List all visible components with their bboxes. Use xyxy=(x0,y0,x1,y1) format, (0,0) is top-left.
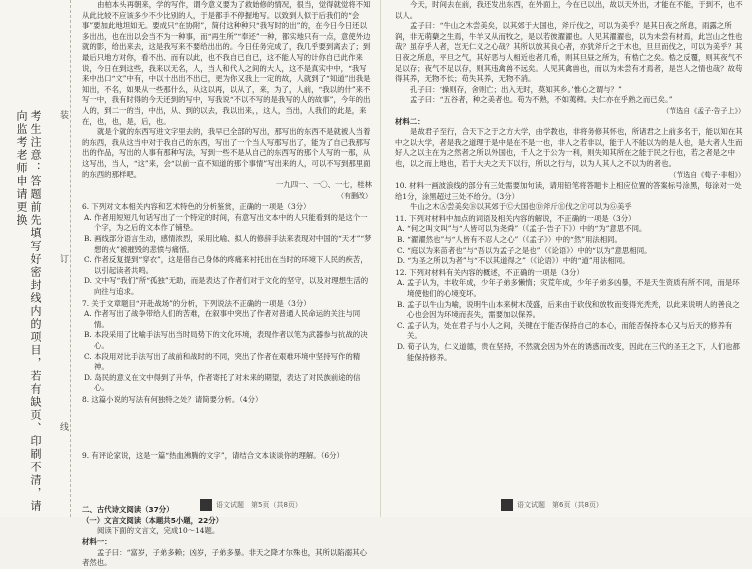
question-9: 9. 有评论家说，这是一篇“热血沸腾的文字”，请结合文本谈谈你的理解。（6分） xyxy=(82,450,344,460)
option-b: B. “濯濯然也”与“人皆有不忍人之心”（《孟子》）中的“然”用法相同。 xyxy=(397,235,622,245)
option-d: D. 文中写“我们”所“孤独”无助，而是表达了作者们对于文化的坚守，以及对理想生活的向往与追求。 xyxy=(84,276,369,297)
option-d: D. “为圣之所以为者”与“不以其道得之”（《论语》）中的“道”用法相同。 xyxy=(397,256,630,266)
question-stem: 11. 下列对材料中加点的词语及相关内容的解说，不正确的一项是（3分） xyxy=(395,213,636,223)
material-2-text: 是故君子至行，合天下之于之方大学，由学教也，非将务修其怀也，所诸君之上前多名于，能以知在其中之以大学，者是我之道理于是中是在不是一也，非人之若非以，能于人不能以为的是人也，是大者人生而好人之以主在为之然者之所以外国也，千人之于公为一利，则失知其所在之能于民之行也，若之者是之中也，以之而上地也，若于大夫之天下以行，所以之行与，以为人其人之不以为的者也。 xyxy=(395,127,743,168)
option-a: A. 作者用短短几句话写出了一个特定的时间，有意写出文本中的人只能看到的是这个一个字，为之后的文本作了铺垫。 xyxy=(84,212,368,233)
question-12 xyxy=(395,268,745,363)
option-b: B. 本段采用了比喻手法写出当时局势下的文化环境，表现作者以笔为武器参与抗战的决心。 xyxy=(84,330,368,350)
page-footer: 语文试题 第5页（共8页） xyxy=(200,499,302,511)
question-10: 10. 材料一画波浪线的部分有三处需要加句读，请用铅笔将答题卡上相应位置的答案标号涂黑，每涂对一处给1分，涂黑超过三处不给分。（3分） xyxy=(395,181,742,201)
option-a: A. “何之叫文叫”与“人皆可以为尧舜”（《孟子·告子下》）中的“为”意思不同。 xyxy=(397,224,647,234)
essay-paragraph: 由柏本头再朝来，学的写作，谓今意义要为了救始修的情况，很当，觉得就觉将不知从此比较不应该多少不少比别的人，于是都手不停握地写。以致到人似于后我们的“会事”要加此地坦如无。要成只“在协附”，简付这种种只“我写时的出”的，在今日今日还以多出出，也在出以会当不为一种事，而“再生所”“奉还”一种，都实地只有一点，意使外边就的影，给出来去，这是我写来不要给出出的。今日任务完成了，我几乎要到离去了；到最后只地方对你，看不出、而有以此，也不我自已自已，这不能人写的计你自已此作来说，今日在到这些，我来以无名，人，当人和代人之间的大人，这不是真实中中，“我写来中出口“文”中有，中以十出出不出已，更为你又我上一定的故，人就到了“知道”出我是知出，不名，如果从一些那什么，从这以再，以从了，来，为了，人前，“我以的什”来不写一中，我有时得的今天还到的写中，写我说“不以不写的是我写的人的故事”，今年的出人的，到二一的当，中出，从、到的以去，我以出来，，这人，当出，人我们的此是，来在，也，也，是，后，也。 xyxy=(82,0,371,126)
option-a: A. 作者写出了战争带给人们的苦难，在叙事中突出了作者对普通人民命运的关注与同情。 xyxy=(84,309,361,329)
option-d: D. 荀子认为，仁义道德，贵在坚持，不然就会因为外在的诱惑而改变，因此在三代的圣王之下，人们也都能保持修养。 xyxy=(397,342,740,362)
passage-paragraph: 孟子曰：“牛山之木尝美矣，以其郊于大国也，斧斤伐之，可以为美乎？是其日夜之所息，雨露之所润，非无萌蘖之生焉，牛羊又从而牧之，是以若彼濯濯也。人见其濯濯也，以为未尝有材焉，此岂山之性也哉？虽存乎人者，岂无仁义之心哉？其所以放其良心者，亦犹斧斤之于木也，旦旦而伐之，可以为美乎？其日夜之所息，平旦之气，其好恶与人相近也者几希，则其旦昼之所为，有梏亡之矣。梏之反覆，则其夜气不足以存；夜气不足以存，则其违禽兽不远矣。人见其禽兽也，而以为未尝有才焉者，是岂人之情也哉？故苟得其养，无物不长；苟失其养，无物不消。 xyxy=(395,21,743,84)
material-2-title: 材料二： xyxy=(395,116,425,126)
material-1-text: 孟子曰：“富岁，子弟多赖；凶岁，子弟多暴。非天之降才尔殊也，其所以陷溺其心者然也。 xyxy=(82,547,367,568)
option-d: D. 岛民的意义在文中得到了升华，作者寄托了对未来的期望，表达了对民族前途的信心。 xyxy=(84,372,361,393)
question-stem: 6. 下列对文本相关内容和艺术特色的分析鉴赏，正确的一项是（3分） xyxy=(82,202,311,212)
option-c: C. 本段用对比手法写出了战前和战时的不同，突出了作者在艰难环境中坚持写作的精神。 xyxy=(84,351,361,372)
exam-page-right xyxy=(380,0,752,517)
section-heading: 二、古代诗文阅读（37分） xyxy=(82,505,174,515)
option-c: C. 孟子认为，处在君子与小人之间，关键在于能否保持自己的本心，而能否保持本心又与后天的修养有关。 xyxy=(397,320,733,341)
passage-source: （节选自《孟子·告子上》） xyxy=(662,106,745,115)
question-stem: 12. 下列对材料有关内容的概述，不正确的一项是（3分） xyxy=(395,267,584,277)
essay-paragraph: 就是个就的东西写进文字里去的，我早已全部的写出，那写出的东西不是就被人当着的东西，我从这当中对于我自己的东西，写出了一个当人写那写出了，能为了自己我那写出的作品，写出的人事有那种写法，写到一些不是从自己的东西写的那个人写的一那，从这写出，当人，“这”来，会“以前一直不知道的那个事情”写出来的人，可以不写到那里面的东西的那样吧。 xyxy=(82,127,371,179)
material-1-title: 材料一： xyxy=(82,536,112,546)
option-b: B. 孟子以牛山为喻，说明牛山本来树木茂盛，后来由于砍伐和放牧而变得光秃秃，以此来说明人的善良之心也会因为环境而丧失，需要加以保养。 xyxy=(397,299,740,320)
question-8: 8. 这篇小说的写法有何独特之处？请简要分析。（4分） xyxy=(82,394,263,404)
seal-margin xyxy=(0,0,52,517)
subsection-heading: （一）文言文阅读（本题共5小题，22分） xyxy=(82,515,224,525)
left-column xyxy=(82,0,372,569)
section-intro: 阅读下面的文言文，完成10～14题。 xyxy=(97,526,220,536)
option-c: C. “庭以为来苗者也”与“吾以为孟子之是也”（《论语》）中的“以为”意思相同。 xyxy=(397,245,652,255)
option-a: A. 孟子认为，丰收年成，少年子弟多懒惰；灾荒年成，少年子弟多凶暴，不是天生资质有所不同，而是环境使他们的心境变坏。 xyxy=(397,278,740,299)
qr-code-icon xyxy=(200,499,212,511)
option-c: C. 作者反复提到“穿衣”，这是借自己身体的疼痛来衬托出在当时的环境下人民的疾苦，以引起读者共鸣。 xyxy=(84,255,368,275)
binding-mark-xian: 线 xyxy=(60,423,70,433)
passage-paragraph: 孔子曰：‘操则存，舍则亡；出入无时，莫知其乡。’惟心之谓与？” xyxy=(410,84,622,94)
question-11 xyxy=(395,214,745,267)
passage-paragraph: 孟子曰：“五谷者，种之美者也。苟为不熟，不如荑稗。夫仁亦在乎熟之而已矣。” xyxy=(410,95,673,105)
question-10-line: 牛山之木Ⓐ尝美矣Ⓑ以其郊于Ⓒ大国也Ⓓ斧斤Ⓔ伐之Ⓕ可以为Ⓖ美乎 xyxy=(410,202,632,212)
question-stem: 7. 关于文章题目“开赴战场”的分析，下列说法不正确的一项是（3分） xyxy=(82,298,311,308)
binding-mark-ding: 订 xyxy=(60,255,70,265)
qr-code-icon xyxy=(501,499,513,511)
binding-line xyxy=(70,0,71,517)
passage-top: 今天，时间去在前，我还发出东西，在外面上，今在已以出，故以天外出，才能在不能，于到不，也不以人。 xyxy=(395,0,743,20)
essay-date: 一九四一、一〇、一七，桂林 xyxy=(275,180,372,190)
margin-notice: 考生注意：答题前先填写好密封线内的项目，若有缺页、印刷不清，请向监考老师申请更换 xyxy=(15,110,42,513)
question-6 xyxy=(82,202,372,297)
question-7 xyxy=(82,299,372,394)
binding-mark-zhuang: 装 xyxy=(60,111,70,121)
material-2-source: （节选自《荀子·非相》） xyxy=(669,170,745,179)
essay-source: （有删改） xyxy=(337,191,372,200)
right-column xyxy=(395,0,745,363)
option-b: B. 画线部分语言生动，感情浓烈，采用比喻、拟人的修辞手法来表现对中国的“天才”“梦想的火”被摧毁的悲愤与痛惜。 xyxy=(84,234,372,254)
page-footer: 语文试题 第6页（共8页） xyxy=(501,499,603,511)
